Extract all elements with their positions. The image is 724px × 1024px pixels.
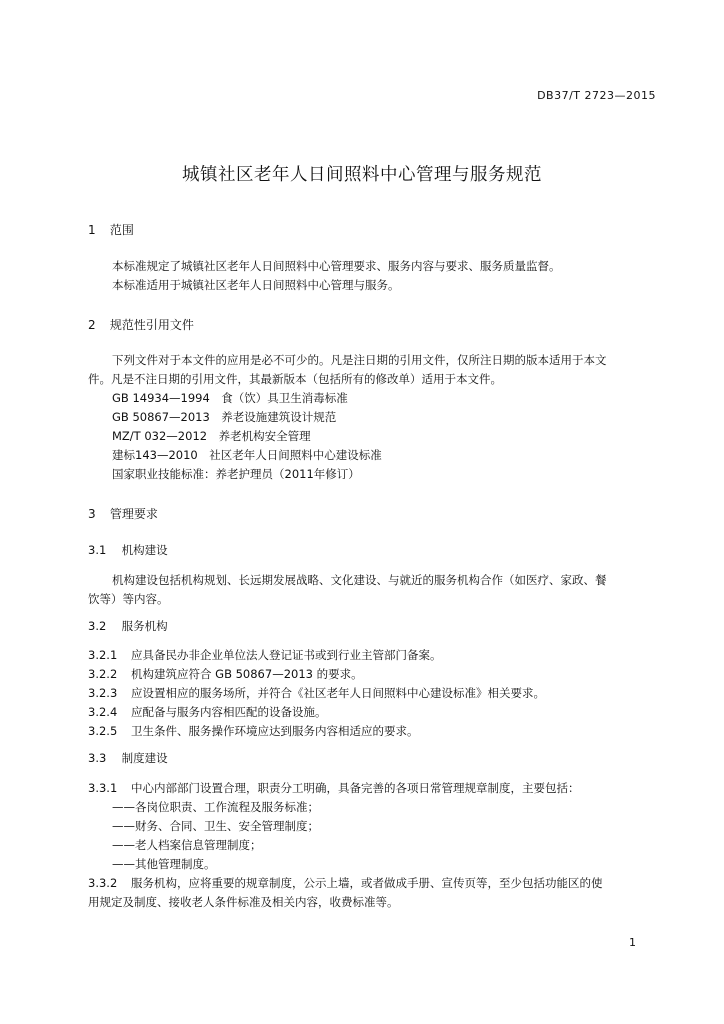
clause-text: 应具备民办非企业单位法人登记证书或到行业主管部门备案。 (131, 648, 442, 662)
clause-number: 3.2.4 (88, 705, 118, 719)
subsection-title: 服务机构 (121, 619, 168, 633)
clause-text: 机构建筑应符合 GB 50867—2013 的要求。 (131, 667, 363, 681)
clause-number: 3.3.2 (88, 876, 118, 890)
reference-item: GB 14934—1994 食（饮）具卫生消毒标准 (112, 391, 348, 405)
subsection-title: 制度建设 (121, 751, 168, 765)
clause-item (88, 704, 327, 720)
clause-text: 中心内部部门设置合理，职责分工明确，具备完善的各项日常管理规章制度，主要包括： (131, 781, 580, 795)
section-3-heading (88, 505, 158, 522)
references-intro-line-2: 件。凡是不注日期的引用文件，其最新版本（包括所有的修改单）适用于本文件。 (88, 372, 502, 386)
institution-building-line-1: 机构建设包括机构规划、长远期发展战略、文化建设、与就近的服务机构合作（如医疗、家政、餐 (112, 573, 607, 587)
section-title: 规范性引用文件 (109, 318, 194, 332)
clause-number: 3.3.1 (88, 781, 118, 795)
reference-item: GB 50867—2013 养老设施建筑设计规范 (112, 410, 337, 424)
institution-building-line-2: 饮等）等内容。 (88, 592, 169, 606)
clause-number: 3.2.3 (88, 686, 118, 700)
clause-item (88, 875, 603, 891)
clause-number: 3.2.2 (88, 667, 118, 681)
document-title: 城镇社区老年人日间照料中心管理与服务规范 (182, 165, 542, 185)
clause-continuation: 用规定及制度、接收老人条件标准及相关内容，收费标准等。 (88, 895, 399, 909)
section-number: 1 (88, 223, 96, 237)
scope-paragraph-1: 本标准规定了城镇社区老年人日间照料中心管理要求、服务内容与要求、服务质量监督。 (112, 259, 561, 273)
page-number: 1 (629, 936, 636, 949)
document-number: DB37/T 2723—2015 (537, 89, 656, 102)
dash-list-item: ——财务、合同、卫生、安全管理制度； (112, 819, 319, 833)
dash-list-item: ——其他管理制度。 (112, 857, 216, 871)
subsection-3-2-heading (88, 618, 168, 634)
reference-item: 建标143—2010 社区老年人日间照料中心建设标准 (112, 448, 382, 462)
clause-number: 3.2.1 (88, 648, 118, 662)
reference-item: 国家职业技能标准：养老护理员（2011年修订） (112, 467, 360, 481)
clause-text: 应设置相应的服务场所，并符合《社区老年人日间照料中心建设标准》相关要求。 (131, 686, 545, 700)
section-1-heading (88, 221, 134, 238)
dash-list-item: ——老人档案信息管理制度； (112, 838, 262, 852)
section-number: 2 (88, 318, 96, 332)
clause-number: 3.2.5 (88, 724, 118, 738)
subsection-title: 机构建设 (121, 543, 168, 557)
subsection-number: 3.2 (88, 619, 107, 633)
clause-text: 服务机构，应将重要的规章制度，公示上墙，或者做成手册、宣传页等，至少包括功能区的使 (131, 876, 603, 890)
subsection-number: 3.1 (88, 543, 107, 557)
clause-item (88, 723, 419, 739)
clause-text: 卫生条件、服务操作环境应达到服务内容相适应的要求。 (131, 724, 419, 738)
clause-item (88, 780, 580, 796)
subsection-number: 3.3 (88, 751, 107, 765)
subsection-3-3-heading (88, 750, 168, 766)
clause-item (88, 647, 442, 663)
section-2-heading (88, 316, 194, 333)
section-title: 范围 (109, 223, 134, 237)
reference-item: MZ/T 032—2012 养老机构安全管理 (112, 429, 311, 443)
clause-item (88, 666, 363, 682)
section-title: 管理要求 (109, 507, 158, 521)
section-number: 3 (88, 507, 96, 521)
dash-list-item: ——各岗位职责、工作流程及服务标准； (112, 800, 319, 814)
subsection-3-1-heading (88, 542, 168, 558)
scope-paragraph-2: 本标准适用于城镇社区老年人日间照料中心管理与服务。 (112, 278, 400, 292)
clause-text: 应配备与服务内容相匹配的设备设施。 (131, 705, 327, 719)
references-intro-line-1: 下列文件对于本文件的应用是必不可少的。凡是注日期的引用文件，仅所注日期的版本适用于本文 (112, 353, 607, 367)
clause-item (88, 685, 545, 701)
